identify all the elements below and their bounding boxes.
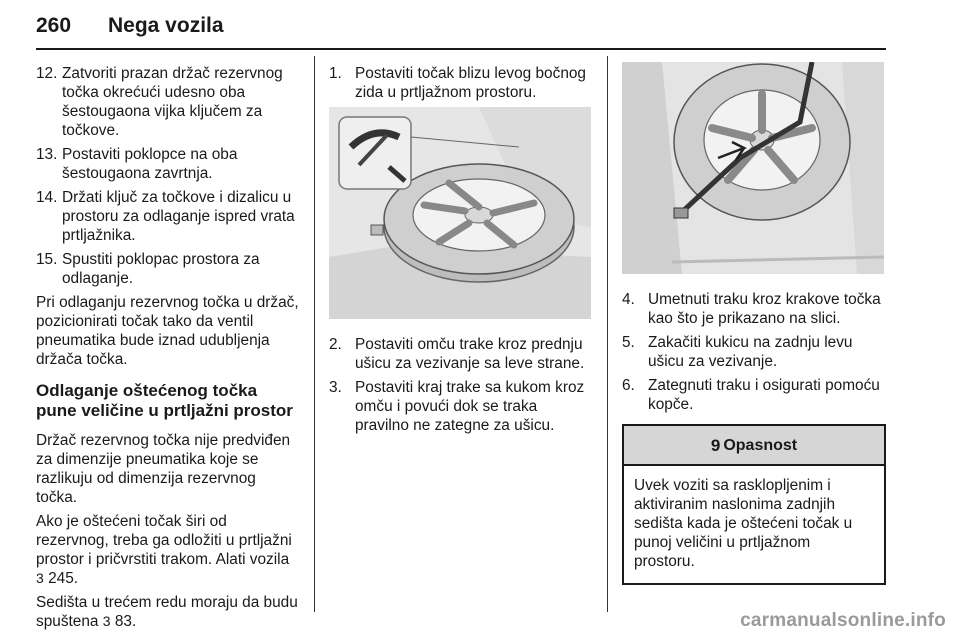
column-divider-1: [314, 56, 315, 612]
step-15: [36, 250, 300, 288]
step-text: Postaviti poklopce na oba šestougaona zavrtnja.: [62, 146, 238, 182]
page-number: 260: [36, 14, 72, 37]
paragraph-third-row: [36, 593, 300, 631]
page-reference-link[interactable]: 245.: [48, 570, 79, 587]
step-number: 6.: [622, 377, 635, 394]
page-header: [36, 14, 886, 50]
step-number: 14.: [36, 189, 58, 206]
warning-triangle-icon: 9: [710, 435, 721, 455]
steps-list-3: [622, 290, 886, 414]
step-number: 3.: [329, 379, 342, 396]
step-6: [622, 376, 886, 414]
step-text: Umetnuti traku kroz krakove točka kao što je prikazano na slici.: [648, 291, 881, 327]
step-number: 2.: [329, 336, 342, 353]
step-14: [36, 188, 300, 245]
header-rule: [36, 48, 886, 50]
step-number: 1.: [329, 65, 342, 82]
step-1: [329, 64, 593, 102]
step-text: Zatvoriti prazan držač rezervnog točka okrećući udesno oba šestougaona vijka ključem za točkove.: [62, 65, 283, 139]
step-text: Postaviti omču trake kroz prednju ušicu za vezivanje sa leve strane.: [355, 336, 585, 372]
column-2: [329, 64, 593, 440]
warning-body: Uvek voziti sa rasklopljenim i aktiviranim naslonima zadnjih sedišta kada je oštećeni točak u punoj veličini u prtljažnom prostoru.: [634, 477, 853, 570]
steps-list-2b: [329, 335, 593, 435]
steps-list-1: [36, 64, 300, 288]
paragraph-wider-wheel: [36, 512, 300, 588]
step-number: 5.: [622, 334, 635, 351]
step-number: 15.: [36, 251, 58, 268]
figure-wheel-in-trunk: [329, 107, 591, 319]
step-number: 13.: [36, 146, 58, 163]
step-13: [36, 145, 300, 183]
page-ref-arrow-icon: 3: [36, 570, 44, 586]
step-5: [622, 333, 886, 371]
warning-header: [624, 426, 884, 466]
column-divider-2: [607, 56, 608, 612]
warning-box: [622, 424, 886, 585]
page-title: Nega vozila: [108, 14, 224, 37]
page-reference-link[interactable]: 83.: [114, 613, 137, 630]
step-text: Zategnuti traku i osigurati pomoću kopče.: [648, 377, 880, 413]
steps-list-2a: [329, 64, 593, 102]
warning-title: Opasnost: [723, 436, 798, 454]
watermark-logo: carmanualsonline.info: [740, 610, 946, 631]
wheel-illustration-2: [622, 62, 884, 274]
step-number: 4.: [622, 291, 635, 308]
page-ref-arrow-icon: 3: [102, 613, 111, 629]
step-2: [329, 335, 593, 373]
step-12: [36, 64, 300, 140]
step-text: Postaviti točak blizu levog bočnog zida u prtljažnom prostoru.: [355, 65, 586, 101]
paragraph-text: Sedišta u trećem redu moraju da budu spuštena: [36, 594, 298, 630]
column-3: [622, 62, 886, 585]
paragraph-holder-limits: Držač rezervnog točka nije predviđen za dimenzije pneumatika koje se razlikuju od dimenzija rezervnog točka.: [36, 432, 291, 506]
step-text: Držati ključ za točkove i dizalicu u prostoru za odlaganje ispred vrata prtljažnika.: [62, 189, 295, 244]
step-text: Postaviti kraj trake sa kukom kroz omču i povući dok se traka pravilno ne zategne za ušicu.: [355, 379, 585, 434]
paragraph-text: Ako je oštećeni točak širi od rezervnog, treba ga odložiti u prtljažni prostor i pričvrstiti trakom. Alati vozila: [36, 513, 292, 568]
column-1: [36, 64, 300, 636]
figure-strap-through-spokes: [622, 62, 884, 274]
step-text: Zakačiti kukicu na zadnju levu ušicu za vezivanje.: [648, 334, 853, 370]
section-heading: Odlaganje oštećenog točka pune veličine u prtljažni prostor: [36, 381, 293, 420]
step-4: [622, 290, 886, 328]
paragraph-valve-position: Pri odlaganju rezervnog točka u držač, pozicionirati točak tako da ventil pneumatika bude iznad udubljenja držača točka.: [36, 294, 299, 368]
step-3: [329, 378, 593, 435]
wheel-illustration-1: [329, 107, 591, 319]
step-text: Spustiti poklopac prostora za odlaganje.: [62, 251, 260, 287]
step-number: 12.: [36, 65, 58, 82]
